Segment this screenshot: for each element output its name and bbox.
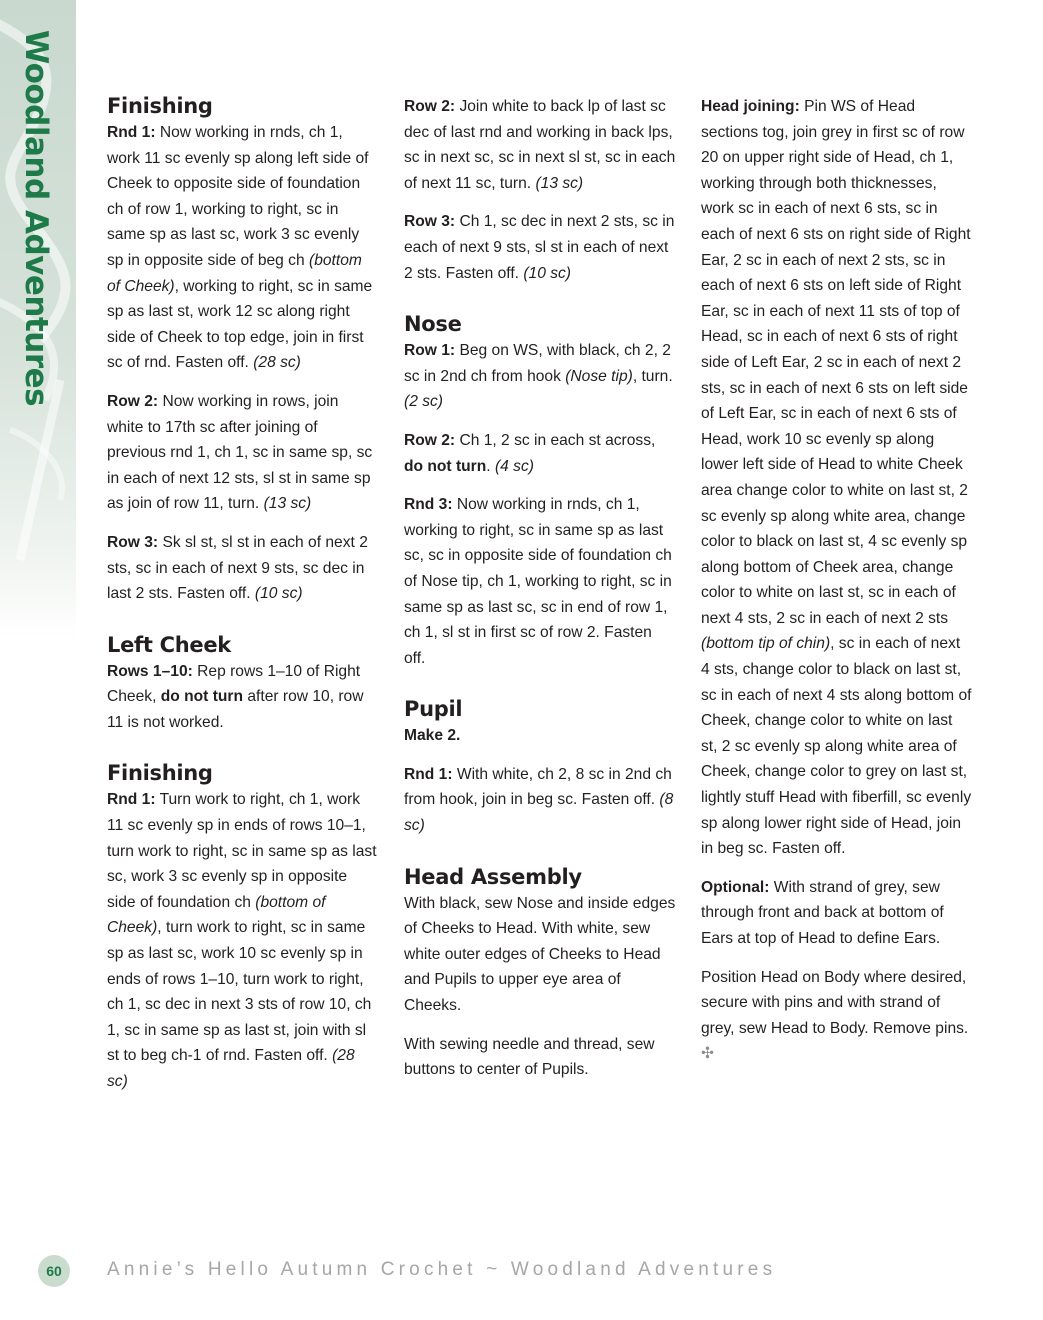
instruction-paragraph: Head joining: Pin WS of Head sections tog, join grey in first sc of row 20 on upper right side of Head, ch 1, working through both thicknesses, work sc in each of next 6 sts, sc in each of next 6 sts on right side of Right Ear, 2 sc in each of next 2 sts, sc in each of next 6 sts on left side of Right Ear, sc in each of next 11 sts of top of Head, sc in each of next 6 sts of right side of Left Ear, 2 sc in each of next 2 sts, sc in each of next 6 sts on left side of Left Ear, sc in each of next 6 sts of Head, work 10 sc evenly sp along lower left side of Head to white Cheek area change color to white on last st, 2 sc evenly sp along white area, change color to black on last st, 4 sc evenly sp along bottom of Cheek area, change color to white on last st, sc in each of next 4 sts, 2 sc in each of next 2 sts (bottom tip of chin), sc in each of next 4 sts, change color to black on last st, sc in each of next 4 sts along bottom of Cheek, change color to white on last st, 2 sc evenly sp along white area of Cheek, change color to grey on last st, lightly stuff Head with fiberfill, sc evenly sp along lower right side of Head, join in beg sc. Fasten off. xyxy=(701,98,972,858)
heading-nose: Nose xyxy=(404,312,462,337)
instruction-paragraph: Optional: With strand of grey, sew through front and back at bottom of Ears at top of Head to define Ears. xyxy=(701,878,944,947)
heading-head-assembly: Head Assembly xyxy=(404,864,582,889)
heading-finishing: Finishing xyxy=(107,761,213,786)
instruction-paragraph: Row 2: Ch 1, 2 sc in each st across, do not turn. (4 sc) xyxy=(404,431,656,475)
page-number-badge: 60 xyxy=(38,1255,70,1287)
instruction-paragraph: Row 2: Now working in rows, join white to 17th sc after joining of previous rnd 1, ch 1, sc in same sp, sc in each of next 12 sts, sl st in same sp as join of row 11, turn. (13 sc) xyxy=(107,392,373,513)
heading-finishing: Finishing xyxy=(107,94,213,118)
section-title-vertical: Woodland Adventures xyxy=(18,30,54,407)
instruction-paragraph: Rnd 1: With white, ch 2, 8 sc in 2nd ch from hook, join in beg sc. Fasten off. (8 sc) xyxy=(404,765,674,835)
end-of-pattern-icon: ✣ xyxy=(701,1045,715,1063)
column-2 xyxy=(404,94,676,1096)
instruction-paragraph: Row 3: Sk sl st, sl st in each of next 2 sts, sc in each of next 9 sts, sc dec in last 2 sts. Fasten off. (10 sc) xyxy=(107,533,368,603)
instruction-paragraph: Rows 1–10: Rep rows 1–10 of Right Cheek, do not turn after row 10, row 11 is not worked. xyxy=(107,662,364,731)
column-1 xyxy=(107,92,379,1108)
column-3 xyxy=(701,94,973,1080)
instruction-paragraph: Row 2: Join white to back lp of last sc dec of last rnd and working in back lps, sc in next sc, sc in next sl st, sc in each of next 11 sc, turn. (13 sc) xyxy=(404,98,676,192)
instruction-paragraph: Rnd 1: Now working in rnds, ch 1, work 11 sc evenly sp along left side of Cheek to opposite side of foundation ch of row 1, working to right, sc in same sp as last sc, work 3 sc evenly sp in opposite side of beg ch (bottom of Cheek), working to right, sc in same sp as last st, work 12 sc along right side of Cheek to top edge, join in first sc of rnd. Fasten off. (28 sc) xyxy=(107,124,373,372)
instruction-paragraph: Position Head on Body where desired, secure with pins and with strand of grey, sew Head to Body. Remove pins. ✣ xyxy=(701,968,969,1063)
instruction-paragraph: Row 3: Ch 1, sc dec in next 2 sts, sc in each of next 9 sts, sl st in each of next 2 sts. Fasten off. (10 sc) xyxy=(404,213,675,282)
running-footer: Annie’s Hello Autumn Crochet ~ Woodland Adventures xyxy=(107,1259,777,1280)
instruction-paragraph: Rnd 1: Turn work to right, ch 1, work 11 sc evenly sp in ends of rows 10–1, turn work to right, sc in same sp as last sc, work 3 sc evenly sp in opposite side of foundation ch (bottom of Cheek), turn work to right, sc in same sp as last sc, work 10 sc evenly sp in ends of rows 1–10, turn work to right, ch 1, sc dec in next 3 sts of row 10, ch 1, sc in same sp as last st, join with sl st to beg ch-1 of rnd. Fasten off. (28 sc) xyxy=(107,791,377,1090)
side-decoration-band xyxy=(0,0,76,640)
instruction-paragraph: With black, sew Nose and inside edges of Cheeks to Head. With white, sew white outer edges of Cheeks to Head and Pupils to upper eye area of Cheeks. xyxy=(404,894,676,1015)
make-count: Make 2. xyxy=(404,727,461,745)
instruction-paragraph: Row 1: Beg on WS, with black, ch 2, 2 sc in 2nd ch from hook (Nose tip), turn. (2 sc) xyxy=(404,342,673,411)
heading-left-cheek: Left Cheek xyxy=(107,632,231,657)
heading-pupil: Pupil xyxy=(404,697,463,722)
instruction-paragraph: Rnd 3: Now working in rnds, ch 1, working to right, sc in same sp as last sc, sc in opposite side of foundation ch of Nose tip, ch 1, working to right, sc in same sp as last sc, sc in end of row 1, ch 1, sl st in first sc of row 2. Fasten off. xyxy=(404,496,672,667)
instruction-paragraph: With sewing needle and thread, sew buttons to center of Pupils. xyxy=(404,1035,655,1079)
